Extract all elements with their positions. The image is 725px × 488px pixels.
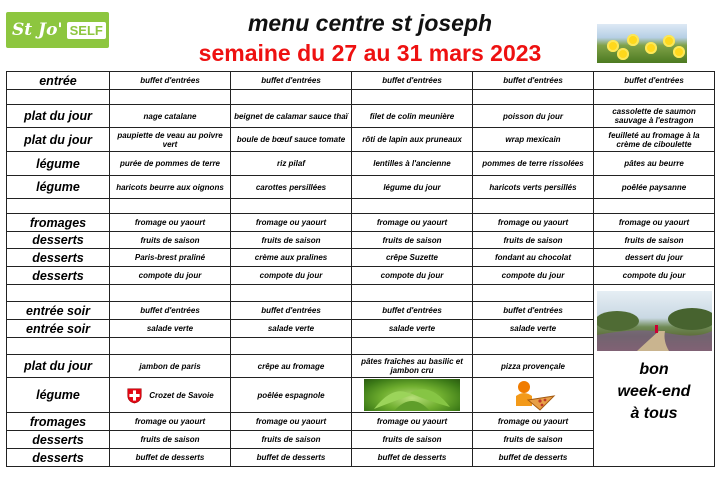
menu-cell: pâtes au beurre bbox=[594, 152, 715, 176]
menu-cell: fromage ou yaourt bbox=[352, 214, 473, 232]
menu-cell bbox=[110, 199, 231, 214]
menu-cell: rôti de lapin aux pruneaux bbox=[352, 128, 473, 152]
menu-cell: fruits de saison bbox=[110, 431, 231, 449]
menu-cell: lentilles à l'ancienne bbox=[352, 152, 473, 176]
menu-row bbox=[7, 128, 715, 152]
menu-cell: poisson du jour bbox=[473, 105, 594, 128]
row-label: entrée soir bbox=[7, 302, 110, 320]
row-label: entrée bbox=[7, 72, 110, 90]
lunch-section bbox=[7, 72, 715, 285]
row-label: légume bbox=[7, 152, 110, 176]
menu-cell: buffet d'entrées bbox=[473, 302, 594, 320]
menu-cell-text: Crozet de Savoie bbox=[149, 390, 214, 400]
menu-cell: buffet d'entrées bbox=[110, 302, 231, 320]
menu-cell: poêlée espagnole bbox=[231, 378, 352, 413]
menu-cell: buffet de desserts bbox=[473, 449, 594, 467]
menu-cell: salade verte bbox=[231, 320, 352, 338]
row-label: desserts bbox=[7, 267, 110, 285]
menu-cell: fruits de saison bbox=[110, 232, 231, 249]
row-label: légume bbox=[7, 378, 110, 413]
menu-cell: haricots beurre aux oignons bbox=[110, 176, 231, 199]
menu-cell: fromage ou yaourt bbox=[352, 413, 473, 431]
menu-cell: crêpe au fromage bbox=[231, 355, 352, 378]
menu-row bbox=[7, 199, 715, 214]
menu-cell: boule de bœuf sauce tomate bbox=[231, 128, 352, 152]
menu-cell bbox=[473, 199, 594, 214]
menu-cell: buffet de desserts bbox=[110, 449, 231, 467]
st-jo-self-logo bbox=[6, 12, 109, 48]
weekend-line-2: week-end bbox=[617, 383, 691, 400]
menu-cell: crêpe Suzette bbox=[352, 249, 473, 267]
menu-row bbox=[7, 105, 715, 128]
row-label: desserts bbox=[7, 431, 110, 449]
menu-cell: fromage ou yaourt bbox=[231, 214, 352, 232]
menu-cell: poêlée paysanne bbox=[594, 176, 715, 199]
menu-cell: compote du jour bbox=[473, 267, 594, 285]
menu-cell: fruits de saison bbox=[231, 232, 352, 249]
menu-cell: compote du jour bbox=[110, 267, 231, 285]
weekend-cell bbox=[594, 285, 715, 467]
menu-cell bbox=[352, 199, 473, 214]
menu-cell: fromage ou yaourt bbox=[231, 413, 352, 431]
menu-cell: crème aux pralines bbox=[231, 249, 352, 267]
menu-cell: fruits de saison bbox=[473, 431, 594, 449]
menu-table bbox=[6, 71, 715, 467]
menu-row bbox=[7, 152, 715, 176]
row-label: fromages bbox=[7, 413, 110, 431]
menu-cell: buffet d'entrées bbox=[110, 72, 231, 90]
menu-cell: buffet d'entrées bbox=[473, 72, 594, 90]
menu-cell bbox=[473, 90, 594, 105]
menu-row bbox=[7, 249, 715, 267]
menu-cell: fondant au chocolat bbox=[473, 249, 594, 267]
menu-cell: buffet de desserts bbox=[352, 449, 473, 467]
row-label bbox=[7, 90, 110, 105]
menu-cell: fruits de saison bbox=[594, 232, 715, 249]
menu-cell: compote du jour bbox=[594, 267, 715, 285]
menu-cell: buffet d'entrées bbox=[352, 72, 473, 90]
menu-cell: buffet d'entrées bbox=[231, 302, 352, 320]
menu-cell: fromage ou yaourt bbox=[110, 413, 231, 431]
menu-row bbox=[7, 232, 715, 249]
menu-row bbox=[7, 267, 715, 285]
logo-badge: SELF bbox=[67, 22, 106, 39]
menu-cell: pizza provençale bbox=[473, 355, 594, 378]
row-label: entrée soir bbox=[7, 320, 110, 338]
menu-cell: légume du jour bbox=[352, 176, 473, 199]
menu-cell: compote du jour bbox=[352, 267, 473, 285]
menu-cell: cassolette de saumon sauvage à l'estragon bbox=[594, 105, 715, 128]
menu-cell: fromage ou yaourt bbox=[473, 413, 594, 431]
row-label: desserts bbox=[7, 249, 110, 267]
menu-cell: haricots verts persillés bbox=[473, 176, 594, 199]
dinner-section bbox=[7, 285, 715, 467]
page-subtitle: semaine du 27 au 31 mars 2023 bbox=[198, 40, 542, 66]
menu-cell: buffet d'entrées bbox=[231, 72, 352, 90]
menu-cell: jambon de paris bbox=[110, 355, 231, 378]
menu-cell: riz pilaf bbox=[231, 152, 352, 176]
menu-cell bbox=[110, 378, 231, 413]
menu-cell: fruits de saison bbox=[352, 431, 473, 449]
menu-cell bbox=[231, 90, 352, 105]
menu-cell: buffet d'entrées bbox=[594, 72, 715, 90]
menu-cell: carottes persillées bbox=[231, 176, 352, 199]
menu-cell: fruits de saison bbox=[473, 232, 594, 249]
menu-cell: fruits de saison bbox=[352, 232, 473, 249]
row-label: plat du jour bbox=[7, 128, 110, 152]
menu-cell: salade verte bbox=[110, 320, 231, 338]
menu-cell bbox=[110, 90, 231, 105]
daffodil-photo bbox=[597, 24, 687, 63]
menu-row bbox=[7, 214, 715, 232]
menu-cell: buffet d'entrées bbox=[352, 302, 473, 320]
menu-cell: paupiette de veau au poivre vert bbox=[110, 128, 231, 152]
menu-cell: fromage ou yaourt bbox=[473, 214, 594, 232]
menu-cell: wrap mexicain bbox=[473, 128, 594, 152]
menu-row bbox=[7, 72, 715, 90]
menu-row bbox=[7, 90, 715, 105]
menu-cell bbox=[594, 199, 715, 214]
menu-cell: salade verte bbox=[352, 320, 473, 338]
row-label: légume bbox=[7, 176, 110, 199]
logo-text: St Jo' bbox=[12, 20, 63, 40]
pizza-delivery-icon bbox=[510, 378, 556, 412]
menu-cell: purée de pommes de terre bbox=[110, 152, 231, 176]
menu-cell bbox=[352, 90, 473, 105]
weekend-line-3: à tous bbox=[630, 405, 678, 422]
menu-cell: filet de colin meunière bbox=[352, 105, 473, 128]
menu-cell bbox=[594, 90, 715, 105]
row-label: desserts bbox=[7, 449, 110, 467]
row-label bbox=[7, 199, 110, 214]
savoie-crest-icon bbox=[126, 387, 143, 404]
menu-cell: fromage ou yaourt bbox=[110, 214, 231, 232]
menu-cell bbox=[352, 378, 473, 413]
row-label: plat du jour bbox=[7, 355, 110, 378]
menu-cell: feuilleté au fromage à la crème de ciboulette bbox=[594, 128, 715, 152]
menu-cell: nage catalane bbox=[110, 105, 231, 128]
row-label: plat du jour bbox=[7, 105, 110, 128]
menu-cell: buffet de desserts bbox=[231, 449, 352, 467]
menu-cell: Paris-brest praliné bbox=[110, 249, 231, 267]
menu-cell: salade verte bbox=[473, 320, 594, 338]
menu-cell: fruits de saison bbox=[231, 431, 352, 449]
menu-cell: beignet de calamar sauce thaï bbox=[231, 105, 352, 128]
basil-photo bbox=[364, 379, 460, 411]
menu-cell: dessert du jour bbox=[594, 249, 715, 267]
menu-cell: pommes de terre rissolées bbox=[473, 152, 594, 176]
menu-cell: pâtes fraîches au basilic et jambon cru bbox=[352, 355, 473, 378]
menu-cell bbox=[473, 378, 594, 413]
menu-row bbox=[7, 176, 715, 199]
page-title: menu centre st joseph bbox=[247, 10, 493, 36]
row-label: fromages bbox=[7, 214, 110, 232]
menu-cell: fromage ou yaourt bbox=[594, 214, 715, 232]
landscape-photo bbox=[597, 291, 712, 351]
weekend-line-1: bon bbox=[639, 361, 669, 378]
menu-cell: compote du jour bbox=[231, 267, 352, 285]
row-label: desserts bbox=[7, 232, 110, 249]
menu-cell bbox=[231, 199, 352, 214]
